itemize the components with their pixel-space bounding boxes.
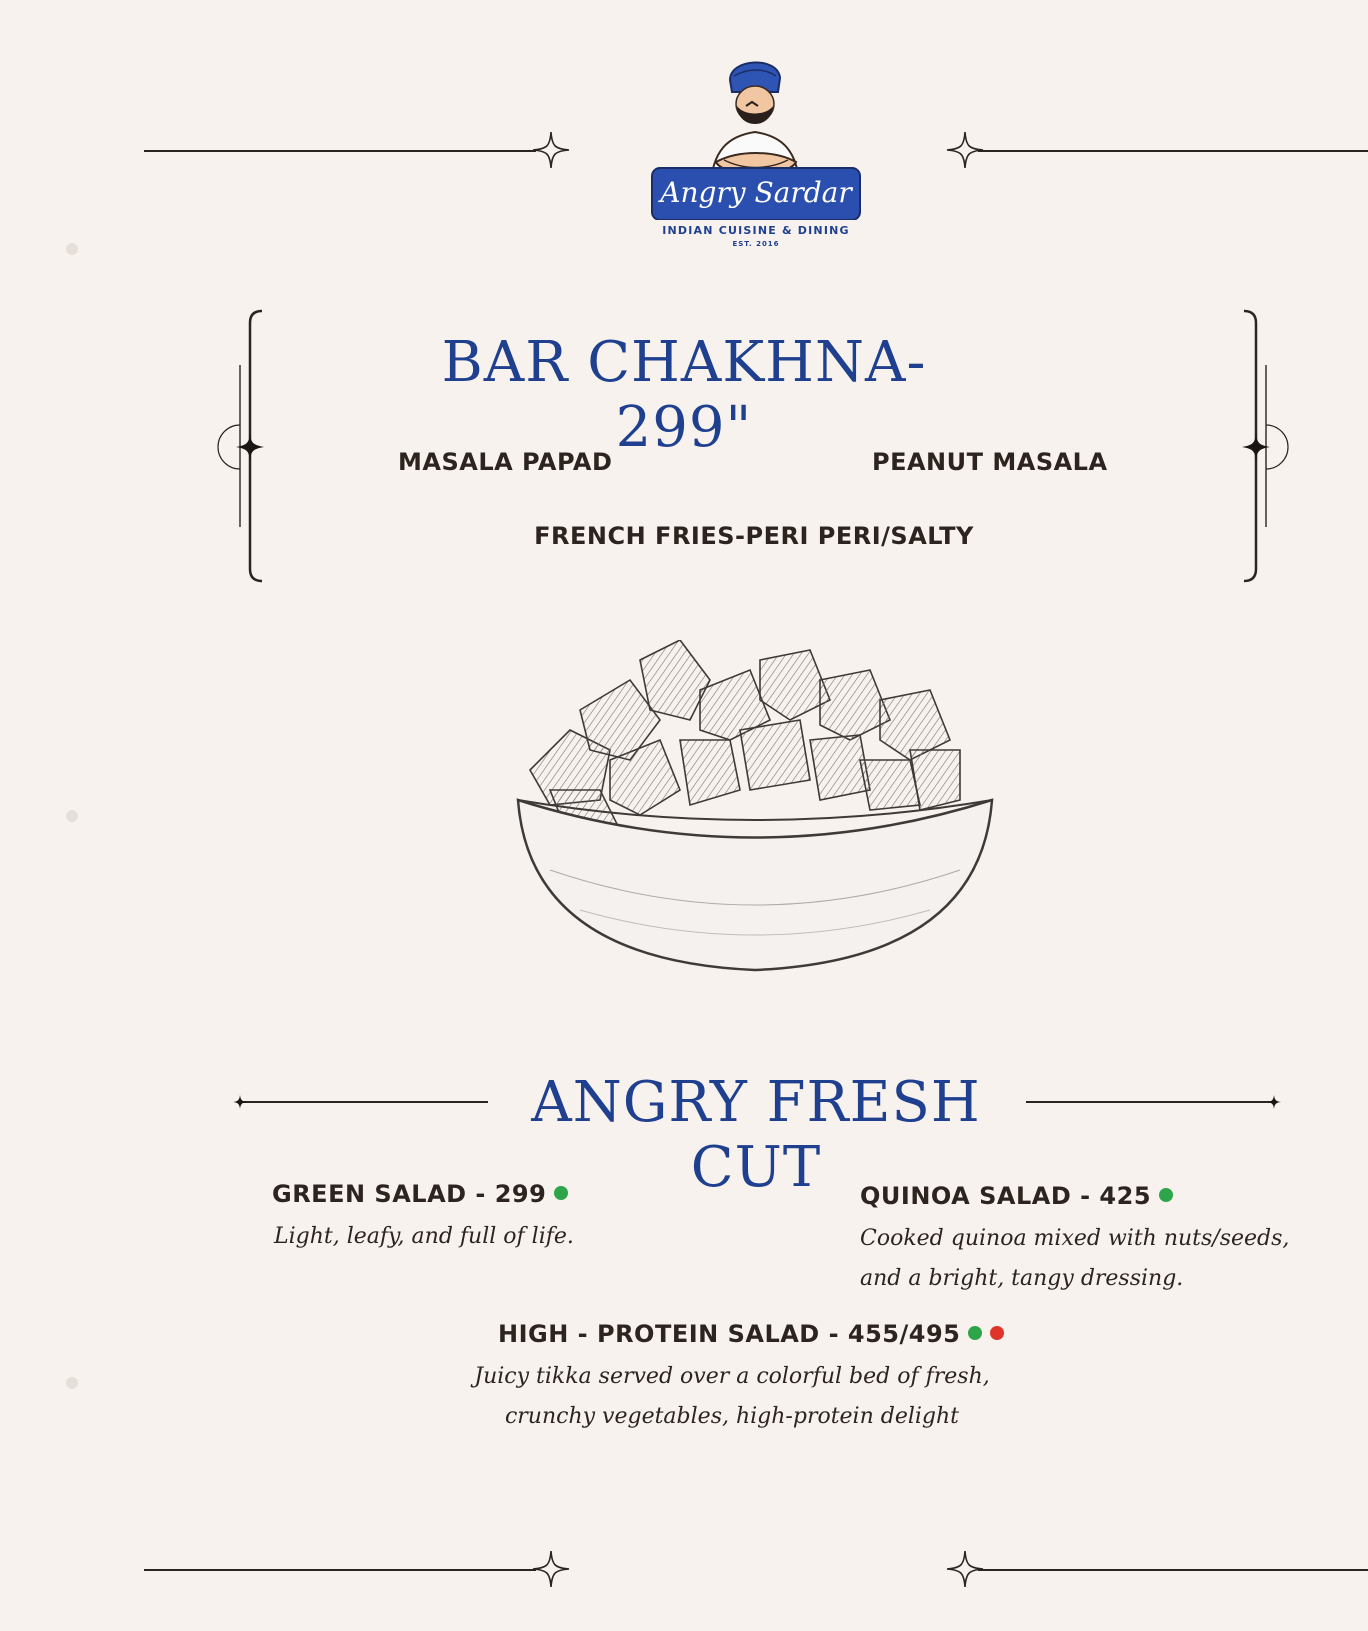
brand-logo [648,50,864,250]
veg-indicator [968,1326,982,1340]
divider-left-icon [230,1092,488,1112]
item-name: GREEN SALAD - 299 [272,1180,547,1208]
item-description: and a bright, tangy dressing. [860,1266,1184,1291]
decor-dot [66,810,78,822]
brand-established: EST. 2016 [732,240,780,248]
decor-dot [66,243,78,255]
item-description: crunchy vegetables, high-protein delight [504,1404,960,1429]
fresh-cut-title: ANGRY FRESH CUT [531,1070,981,1200]
brand-tagline: INDIAN CUISINE & DINING [662,224,850,237]
bar-chakhna-title: BAR CHAKHNA-299" [441,330,927,460]
sardar-mascot-icon [648,50,864,220]
menu-item-peanut-masala: PEANUT MASALA [872,448,1108,476]
sparkle-icon [531,1549,571,1589]
divider-right-icon [1026,1092,1284,1112]
sparkle-icon [531,130,571,170]
veg-indicator [1159,1188,1173,1202]
veg-indicator [554,1186,568,1200]
menu-item-masala-papad: MASALA PAPAD [398,448,613,476]
item-name: QUINOA SALAD - 425 [860,1182,1152,1210]
item-name: HIGH - PROTEIN SALAD - 455/495 [498,1320,961,1348]
non-veg-indicator [990,1326,1004,1340]
item-description: Juicy tikka served over a colorful bed of fresh, [474,1364,990,1389]
menu-item-french-fries: FRENCH FRIES-PERI PERI/SALTY [534,522,974,550]
item-description: Cooked quinoa mixed with nuts/seeds, [860,1226,1290,1251]
brand-name: Angry Sardar [660,176,852,209]
snack-bowl-illustration [510,640,1000,1000]
menu-item-high-protein-salad [498,1320,1004,1348]
item-description: Light, leafy, and full of life. [274,1224,574,1249]
menu-item-quinoa-salad [860,1182,1173,1210]
menu-item-green-salad [272,1180,568,1208]
